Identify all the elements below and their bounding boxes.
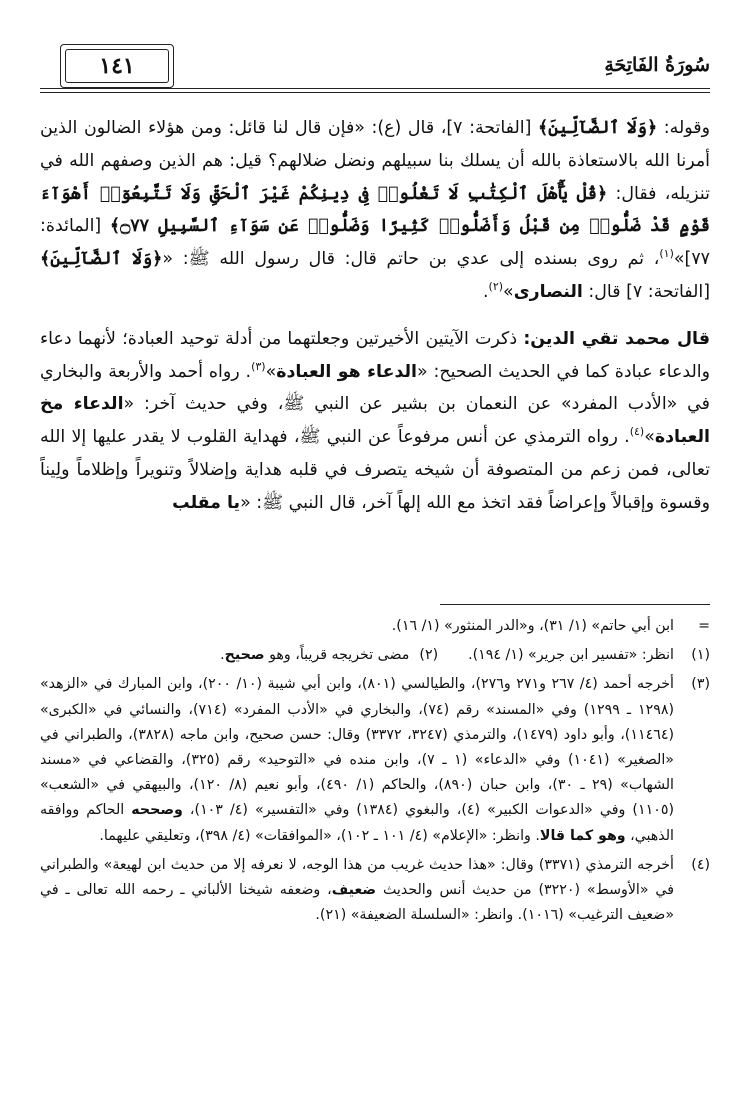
quran-verse: ﴿قُلْ يَٰٓأَهْلَ ٱلْكِتَٰبِ لَا تَغْلُوا۟ فِى دِينِكُمْ غَيْرَ ٱلْحَقِّ وَلَا تَتَّبِعُوٓا۟ أَهْوَآءَ قَوْمٍ قَدْ ضَلُّوا۟ مِن قَبْلُ وَأَضَلُّوا۟ كَثِيرًا وَضَلُّوا۟ عَن سَوَآءِ ٱلسَّبِيلِ ۝٧٧﴾ [40,183,710,237]
footnote-mark: = [698,618,710,634]
footnote-text [40,643,674,668]
text-run: [الفاتحة: ٧] قال: [582,281,710,302]
text-run: أخرجه أحمد (٤/ ٢٦٧ و٢٧١ و٢٧٦)، والطيالسي (٨٠١)، وابن أبي شيبة (١٠/ ٢٠٠)، وابن المبارك في «الزهد» (١٢٩٨ ـ ١٢٩٩) وفي «المسند» رقم (٧٤)، والبخاري في «الأدب المفرد» (٧١٤)، والنسائي في «الكبرى» (١١٤٦٤)، وأبو داود (١٤٧٩)، والترمذي (٣٢٤٧، ٣٣٧٢) وقال: حسن صحيح، وابن ماجه (٣٨٢٨)، والطبراني في «الصغير» (١٠٤١) وفي «الدعاء» (١ ـ ٧)، وابن منده في «التوحيد» رقم (٣٢٥)، والقضاعي في «مسند الشهاب» (٢٩ ـ ٣٠)، وابن حبان (٨٩٠)، والحاكم (١/ ٤٩٠)، وأبو نعيم (٨/ ١٢٠)، والبيهقي في «الشعب» (١١٠٥) وفي «الدعوات الكبير» (٤)، والبغوي (١٣٨٤) وفي «التفسير» (٤/ ١٠٣)، [40,676,674,819]
surah-title: سُورَةُ الفَاتِحَةِ [604,54,710,76]
hadith-text: يا مقلب [172,492,241,513]
hadith-text: الدعاء هو العبادة [276,361,418,382]
footnote-ref[interactable]: (٣) [251,359,266,373]
header-divider-inner [40,92,710,93]
text-run: ، ثم روى بسنده إلى عدي بن حاتم قال: قال رسول الله ﷺ: « [162,249,660,270]
footnote-1: انظر: «تفسير ابن جرير» (١/ ١٩٤). [468,647,674,664]
text-run: . رواه الترمذي عن أنس مرفوعاً عن النبي ﷺ، فهداية القلوب لا يقدر عليها إلا الله تعالى، فمن زعم من المتصوفة أن شيخه يتصرف في قلبه هداية وإضلالاً وتنويراً وإظلاماً ولِيناً وقسوة وإقبالاً وإعراضاً فقد اتخذ مع الله إلهاً آخر، قال النبي ﷺ: « [40,427,710,513]
quran-verse: ﴿وَلَا ٱلضَّآلِّينَ﴾ [40,249,163,270]
text-run: » [503,281,514,302]
footnote-separator [440,604,710,605]
author-label: قال محمد تقي الدين: [523,328,710,349]
footnote-mark: (٤) [691,856,710,873]
paragraph-tafsir [40,112,710,309]
footnote-continuation [40,614,710,639]
hadith-text: الدعاء مخ العبادة [40,394,710,448]
header-divider [40,88,710,89]
quran-verse: ﴿وَلَا ٱلضَّآلِّينَ﴾ [537,118,658,138]
text-run: [المائدة: ٧٧]» [40,216,710,270]
footnote-text [40,853,674,929]
footnote-ref[interactable]: (٤) [629,425,645,439]
grade-text: وصححه [131,802,183,819]
page-header [40,44,710,90]
text-run: . [483,281,489,302]
footnote-mark: (٣) [691,676,710,693]
grade-text: ضعيف [331,882,377,899]
footnote-1-2 [40,643,710,668]
text-run: . رواه أحمد والأربعة والبخاري في «الأدب المفرد» عن النعمان بن بشير عن النبي ﷺ، وفي حديث آخر: « [40,361,710,415]
footnote-mark: (٢) [419,647,439,664]
text-run: وقوله: [657,118,710,138]
footnotes [40,614,710,932]
paragraph-commentary [40,323,710,520]
grade-text: صحيح [224,647,265,664]
page-number: ١٤١ [99,53,135,79]
text-run: » [265,361,277,382]
text-run: ذكرت الآيتين الأخيرتين وجعلتهما من أدلة توحيد العبادة؛ لأنهما دعاء والدعاء عبادة كما في الحديث الصحيح: « [40,328,710,382]
footnote-2: مضى تخريجه قريباً، وهو [264,647,410,664]
footnote-4 [40,853,710,929]
text-run: ، وضعفه شيخنا الألباني ـ رحمه الله تعالى ـ في «ضعيف الترغيب» (١٠١٦). وانظر: «السلسلة الضعيفة» (٢١). [40,882,674,924]
text-run: الحاكم ووافقه الذهبي، [40,802,674,844]
book-page [40,0,710,1104]
footnote-text [40,672,674,848]
text-run: . [220,647,225,664]
footnote-text: ابن أبي حاتم» (١/ ٣١)، و«الدر المنثور» (١/ ١٦). [391,618,674,634]
text-run: أخرجه الترمذي (٣٣٧١) وقال: «هذا حديث غريب من هذا الوجه، لا نعرفه إلا من حديث ابن لهيعة» والطبراني في «الأوسط» (٣٢٢٠) من حديث أنس والحديث [40,856,674,899]
grade-text: وهو كما قالا [539,827,626,844]
footnote-ref[interactable]: (١) [659,247,674,261]
footnote-3 [40,672,710,848]
page-number-frame [60,44,174,88]
text-run: [الفاتحة: ٧]، قال (ع): «فإن قال لنا قائل: ومن هؤلاء الضالون الذين أمرنا الله بالاستعاذة بالله أن يسلك بنا سبيلهم ونضل ضلالهم؟ قيل: هم الذين وصفهم الله في تنزيله، فقال: [40,118,710,204]
main-text [40,112,710,520]
footnote-ref[interactable]: (٢) [488,280,504,294]
text-run: . وانظر: «الإعلام» (٤/ ١٠١ ـ ١٠٢)، «الموافقات» (٤/ ٣٩٨)، وتعليقي عليهما. [99,827,540,844]
text-run: » [644,427,655,448]
bold-text: النصارى [513,281,583,302]
footnote-mark: (١) [691,647,710,664]
